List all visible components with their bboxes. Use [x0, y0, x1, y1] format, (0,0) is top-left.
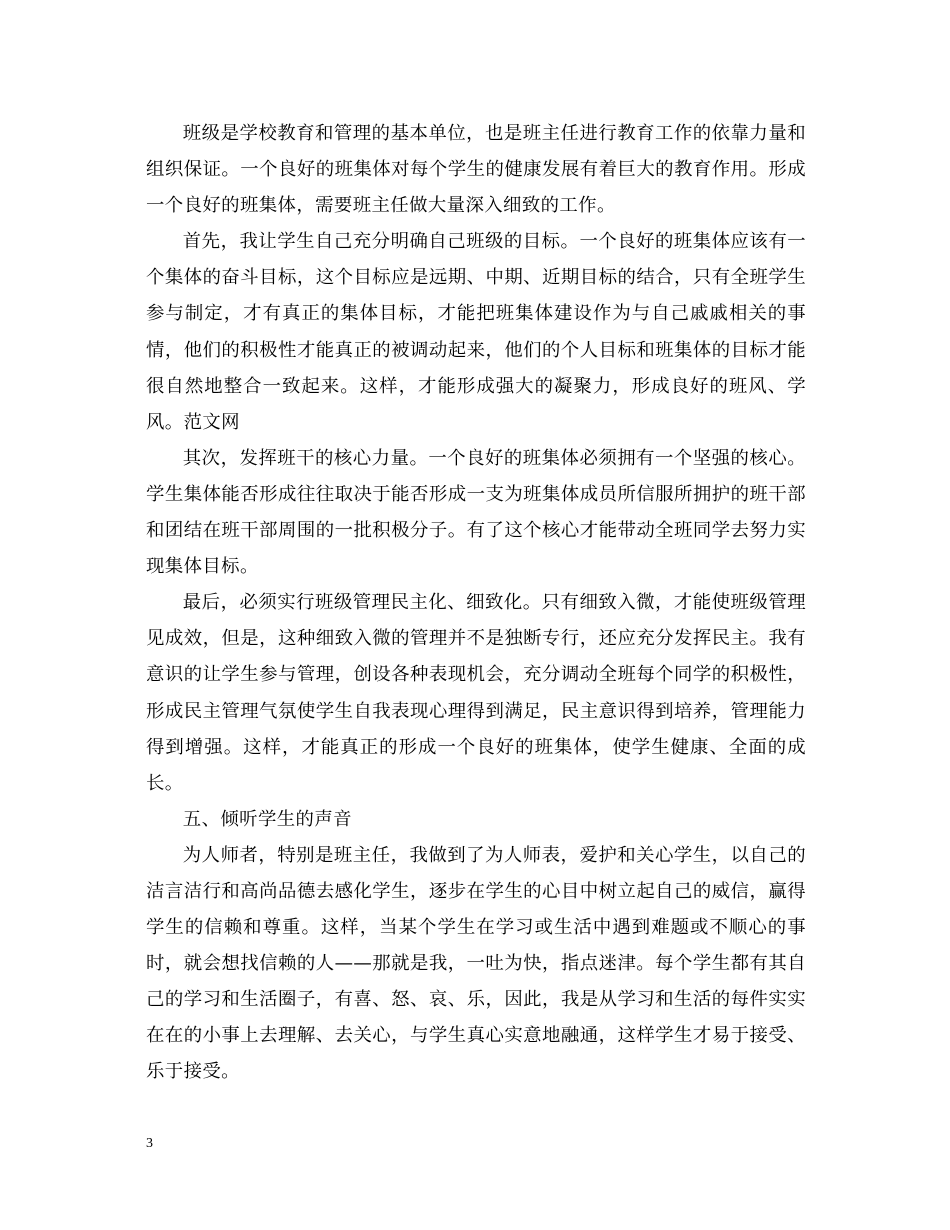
paragraph-first-goals: 首先，我让学生自己充分明确自己班级的目标。一个良好的班集体应该有一个集体的奋斗目标，这个目标应是远期、中期、近期目标的结合，只有全班学生参与制定，才有真正的集体目标，才能把班集体建设作为与自己戚戚相关的事情，他们的积极性才能真正的被调动起来，他们的个人目标和班集体的目标才能很自然地整合一致起来。这样，才能形成强大的凝聚力，形成良好的班风、学风。范文网 [146, 231, 806, 433]
paragraph-second-class-leaders: 其次，发挥班干的核心力量。一个良好的班集体必须拥有一个坚强的核心。学生集体能否形成往往取决于能否形成一支为班集体成员所信服所拥护的班干部和团结在班干部周围的一批积极分子。有了这个核心才能带动全班同学去努力实现集体目标。 [146, 447, 806, 578]
page-number: 3 [146, 1136, 153, 1151]
paragraph-finally-democratic-management: 最后，必须实行班级管理民主化、细致化。只有细致入微，才能使班级管理见成效，但是，这种细致入微的管理并不是独断专行，还应充分发挥民主。我有意识的让学生参与管理，创设各种表现机会，充分调动全班每个同学的积极性，形成民主管理气氛使学生自我表现心理得到满足，民主意识得到培养，管理能力得到增强。这样，才能真正的形成一个良好的班集体，使学生健康、全面的成长。 [146, 592, 806, 794]
section-heading-listen-to-students: 五、倾听学生的声音 [182, 808, 352, 830]
paragraph-teacher-role-model: 为人师者，特别是班主任，我做到了为人师表，爱护和关心学生，以自己的洁言洁行和高尚品德去感化学生，逐步在学生的心目中树立起自己的威信，赢得学生的信赖和尊重。这样，当某个学生在学习或生活中遇到难题或不顺心的事时，就会想找信赖的人——那就是我，一吐为快，指点迷津。每个学生都有其自己的学习和生活圈子，有喜、怒、哀、乐，因此，我是从学习和生活的每件实实在在的小事上去理解、去关心，与学生真心实意地融通，这样学生才易于接受、乐于接受。 [146, 844, 806, 1083]
document-body [146, 116, 806, 1091]
paragraph-class-unit: 班级是学校教育和管理的基本单位，也是班主任进行教育工作的依靠力量和组织保证。一个良好的班集体对每个学生的健康发展有着巨大的教育作用。形成一个良好的班集体，需要班主任做大量深入细致的工作。 [146, 123, 806, 217]
